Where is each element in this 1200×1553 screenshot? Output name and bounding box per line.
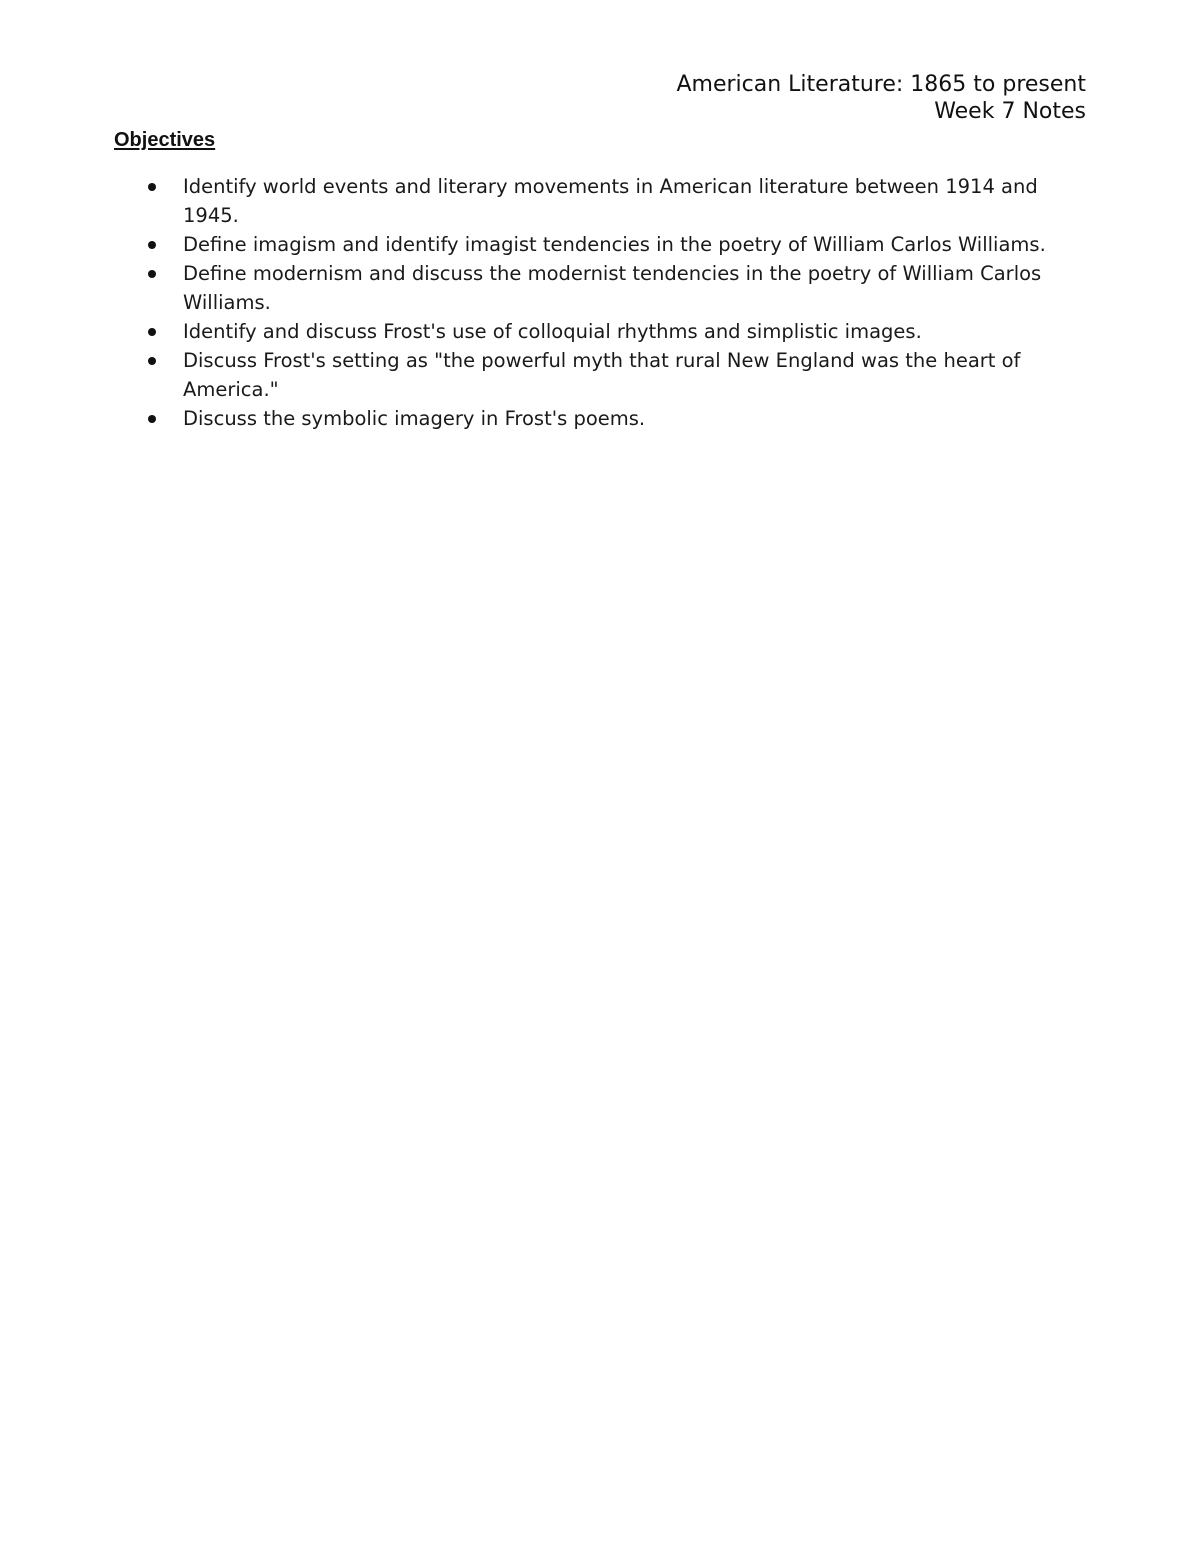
document-header	[676, 71, 1086, 125]
objective-text: Identify and discuss Frost's use of colloquial rhythms and simplistic images.	[183, 320, 922, 343]
bullet-icon	[148, 183, 156, 191]
objective-item	[146, 259, 1096, 317]
objectives-heading: Objectives	[114, 129, 216, 151]
objective-item	[146, 404, 1096, 433]
course-title: American Literature: 1865 to present	[676, 72, 1086, 97]
bullet-icon	[148, 241, 156, 249]
objective-item	[146, 172, 1096, 230]
objective-item	[146, 346, 1096, 404]
bullet-icon	[148, 415, 156, 423]
objective-item	[146, 230, 1096, 259]
objective-text: Define modernism and discuss the modernist tendencies in the poetry of William Carlos Williams.	[183, 262, 1042, 314]
bullet-icon	[148, 270, 156, 278]
objectives-list	[146, 172, 1096, 433]
objective-text: Discuss the symbolic imagery in Frost's poems.	[183, 407, 646, 430]
objective-text: Define imagism and identify imagist tendencies in the poetry of William Carlos Williams.	[183, 233, 1046, 256]
bullet-icon	[148, 357, 156, 365]
objective-item	[146, 317, 1096, 346]
bullet-icon	[148, 328, 156, 336]
week-title: Week 7 Notes	[934, 99, 1086, 124]
objective-text: Discuss Frost's setting as "the powerful myth that rural New England was the heart of America."	[183, 349, 1021, 401]
objective-text: Identify world events and literary movements in American literature between 1914 and 1945.	[183, 175, 1038, 227]
